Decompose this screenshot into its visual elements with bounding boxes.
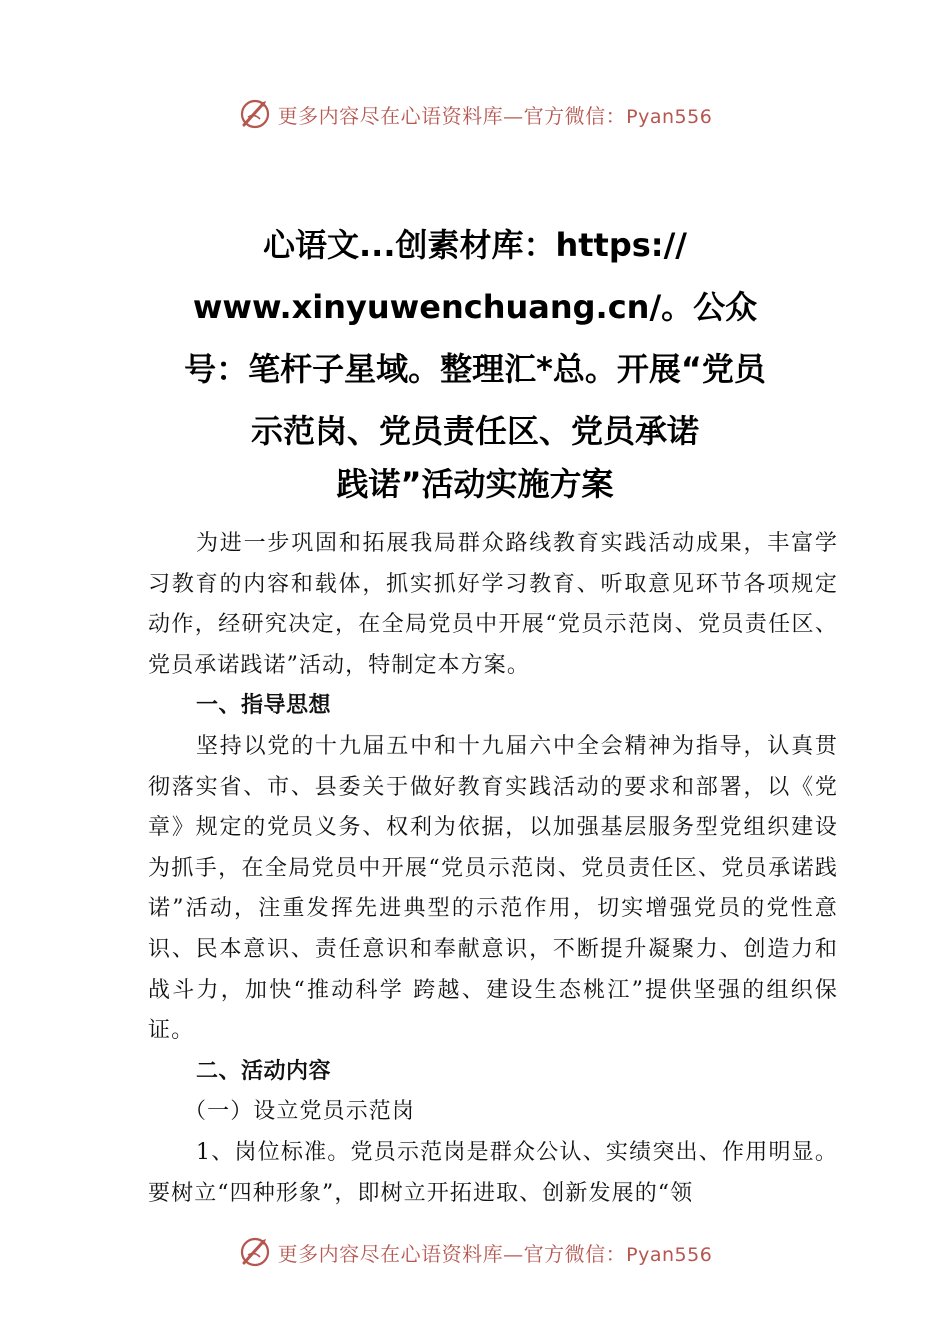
section-heading-guiding-ideology: 一、指导思想 (196, 693, 332, 719)
title-line-5: 践诺”活动实施方案 (336, 465, 614, 503)
title-line-4: 示范岗、党员责任区、党员承诺 (250, 412, 699, 450)
document-title (0, 214, 950, 506)
watermark-text: 更多内容尽在心语资料库—官方微信：Pyan556 (277, 1241, 713, 1266)
document-body (148, 524, 838, 1214)
brush-logo-icon (238, 1235, 272, 1269)
brush-logo-icon (238, 97, 272, 131)
title-line-1: 心语文...创素材库：https:// (263, 226, 687, 264)
watermark-banner-top (0, 94, 950, 134)
subsection-heading: （一）设立党员示范岗 (184, 1099, 416, 1125)
watermark-banner-bottom (0, 1232, 950, 1272)
intro-paragraph: 为进一步巩固和拓展我局群众路线教育实践活动成果，丰富学习教育的内容和载体，抓实抓好学习教育、听取意见环节各项规定动作，经研究决定，在全局党员中开展“党员示范岗、党员责任区、党员承诺践诺”活动，特制定本方案。 (148, 531, 838, 678)
section-heading-activity-content: 二、活动内容 (196, 1058, 332, 1084)
title-line-3: 号：笔杆子星域。整理汇*总。开展“党员 (184, 350, 766, 388)
item-paragraph: 1、岗位标准。党员示范岗是群众公认、实绩突出、作用明显。要树立“四种形象”，即树立开拓进取、创新发展的“领 (148, 1139, 838, 1206)
title-line-2: www.xinyuwenchuang.cn/。公众 (192, 288, 758, 326)
watermark-text: 更多内容尽在心语资料库—官方微信：Pyan556 (277, 103, 713, 128)
section1-paragraph: 坚持以党的十九届五中和十九届六中全会精神为指导，认真贯彻落实省、市、县委关于做好教育实践活动的要求和部署，以《党章》规定的党员义务、权利为依据，以加强基层服务型党组织建设为抓手，在全局党员中开展“党员示范岗、党员责任区、党员承诺践诺”活动，注重发挥先进典型的示范作用，切实增强党员的党性意识、民本意识、责任意识和奉献意识，不断提升凝聚力、创造力和战斗力，加快“推动科学 跨越、建设生态桃江”提供坚强的组织保证。 (148, 733, 838, 1044)
